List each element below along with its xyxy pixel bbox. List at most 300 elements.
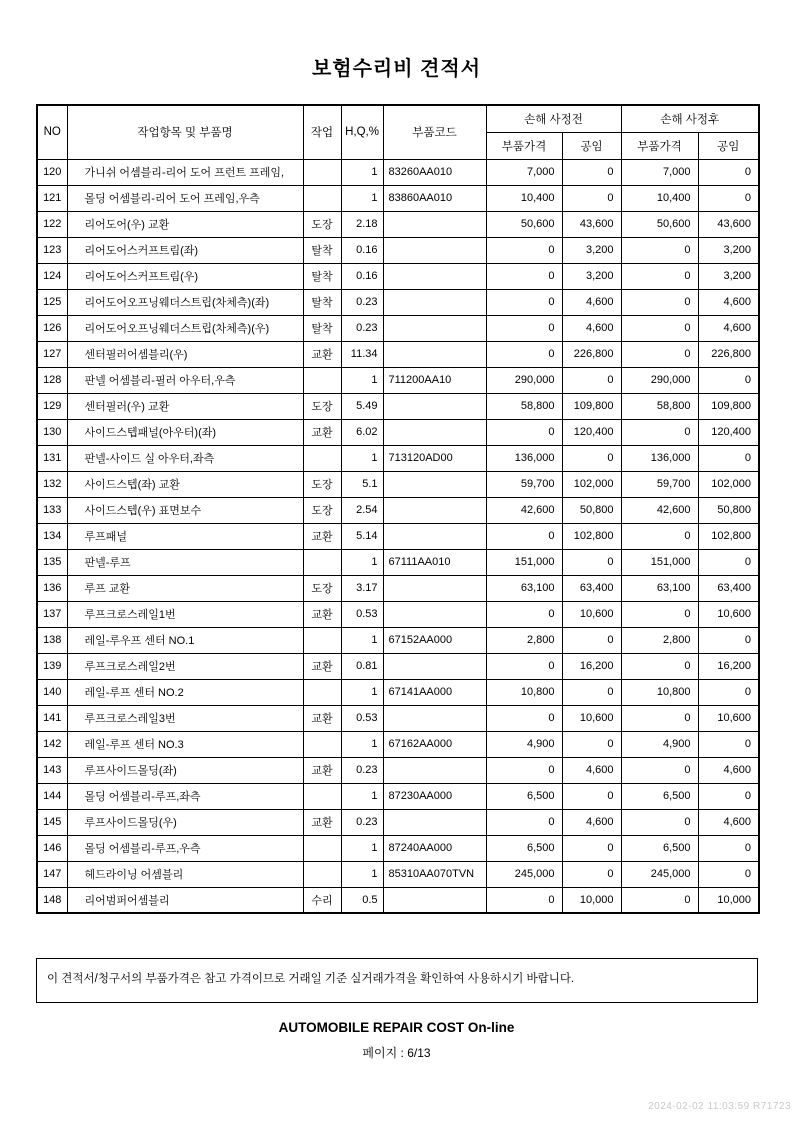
cell-before-part-price: 4,900 <box>486 731 562 757</box>
cell-before-labor: 43,600 <box>562 211 621 237</box>
page-number: 페이지 : 6/13 <box>362 1046 431 1060</box>
cell-before-labor: 102,800 <box>562 523 621 549</box>
table-row <box>37 861 759 887</box>
cell-before-labor: 0 <box>562 549 621 575</box>
cell-work-type: 탈착 <box>303 289 341 315</box>
cell-before-part-price: 58,800 <box>486 393 562 419</box>
table-row <box>37 393 759 419</box>
cell-item-name: 리어도어스커프트림(좌) <box>67 237 303 263</box>
cell-item-name: 루프크로스레일2번 <box>67 653 303 679</box>
cell-item-name: 루프크로스레일1번 <box>67 601 303 627</box>
repair-estimate-table <box>36 104 760 914</box>
cell-before-labor: 0 <box>562 731 621 757</box>
cell-item-name: 가니쉬 어셈블리-리어 도어 프런트 프레임, <box>67 159 303 185</box>
cell-after-part-price: 42,600 <box>621 497 698 523</box>
table-row <box>37 497 759 523</box>
cell-no: 133 <box>37 497 67 523</box>
cell-before-labor: 0 <box>562 679 621 705</box>
cell-before-part-price: 0 <box>486 523 562 549</box>
cell-work-type <box>303 185 341 211</box>
table-row <box>37 263 759 289</box>
cell-after-labor: 109,800 <box>698 393 759 419</box>
cell-after-labor: 102,800 <box>698 523 759 549</box>
cell-after-part-price: 0 <box>621 419 698 445</box>
cell-after-labor: 120,400 <box>698 419 759 445</box>
cell-before-labor: 0 <box>562 445 621 471</box>
cell-part-code <box>383 809 486 835</box>
cell-work-type <box>303 835 341 861</box>
cell-no: 147 <box>37 861 67 887</box>
cell-after-part-price: 50,600 <box>621 211 698 237</box>
notice-box <box>36 958 758 1003</box>
cell-after-part-price: 59,700 <box>621 471 698 497</box>
table-row <box>37 367 759 393</box>
cell-after-labor: 3,200 <box>698 237 759 263</box>
service-title: AUTOMOBILE REPAIR COST On-line <box>278 1020 515 1035</box>
table-row <box>37 185 759 211</box>
cell-before-labor: 226,800 <box>562 341 621 367</box>
cell-after-labor: 3,200 <box>698 263 759 289</box>
cell-after-part-price: 151,000 <box>621 549 698 575</box>
table-row <box>37 627 759 653</box>
cell-part-code <box>383 887 486 913</box>
cell-item-name: 리어도어오프닝웨더스트립(차체측)(우) <box>67 315 303 341</box>
cell-hq-value: 1 <box>341 185 383 211</box>
header-before-assessment: 손해 사정전 <box>486 105 621 132</box>
cell-before-part-price: 0 <box>486 419 562 445</box>
cell-before-part-price: 0 <box>486 887 562 913</box>
cell-before-labor: 63,400 <box>562 575 621 601</box>
cell-no: 130 <box>37 419 67 445</box>
cell-after-labor: 4,600 <box>698 809 759 835</box>
table-row <box>37 757 759 783</box>
cell-hq-value: 2.54 <box>341 497 383 523</box>
cell-after-labor: 0 <box>698 627 759 653</box>
table-header <box>37 105 759 159</box>
cell-no: 138 <box>37 627 67 653</box>
cell-after-labor: 0 <box>698 367 759 393</box>
cell-before-labor: 3,200 <box>562 263 621 289</box>
cell-hq-value: 1 <box>341 367 383 393</box>
cell-hq-value: 0.23 <box>341 289 383 315</box>
cell-after-labor: 4,600 <box>698 315 759 341</box>
cell-before-labor: 0 <box>562 627 621 653</box>
cell-hq-value: 6.02 <box>341 419 383 445</box>
cell-before-labor: 50,800 <box>562 497 621 523</box>
cell-before-labor: 0 <box>562 835 621 861</box>
cell-item-name: 리어범퍼어셈블리 <box>67 887 303 913</box>
table-row <box>37 471 759 497</box>
cell-hq-value: 0.16 <box>341 237 383 263</box>
cell-part-code: 67162AA000 <box>383 731 486 757</box>
cell-after-part-price: 4,900 <box>621 731 698 757</box>
cell-work-type: 교환 <box>303 809 341 835</box>
cell-item-name: 루프크로스레일3번 <box>67 705 303 731</box>
cell-before-labor: 10,600 <box>562 705 621 731</box>
cell-item-name: 레일-루프 센터 NO.3 <box>67 731 303 757</box>
table-row <box>37 289 759 315</box>
cell-no: 124 <box>37 263 67 289</box>
cell-item-name: 판넬 어셈블리-필러 아우터,우측 <box>67 367 303 393</box>
cell-before-part-price: 0 <box>486 263 562 289</box>
cell-before-labor: 102,000 <box>562 471 621 497</box>
cell-item-name: 센터필러어셈블리(우) <box>67 341 303 367</box>
cell-no: 145 <box>37 809 67 835</box>
cell-work-type <box>303 367 341 393</box>
cell-work-type: 도장 <box>303 211 341 237</box>
cell-after-labor: 0 <box>698 835 759 861</box>
table-row <box>37 809 759 835</box>
cell-work-type: 수리 <box>303 887 341 913</box>
cell-hq-value: 5.1 <box>341 471 383 497</box>
cell-after-labor: 43,600 <box>698 211 759 237</box>
cell-no: 141 <box>37 705 67 731</box>
cell-part-code: 711200AA10 <box>383 367 486 393</box>
cell-before-part-price: 63,100 <box>486 575 562 601</box>
table-row <box>37 653 759 679</box>
cell-part-code <box>383 289 486 315</box>
cell-hq-value: 1 <box>341 835 383 861</box>
table-row <box>37 341 759 367</box>
cell-before-labor: 10,000 <box>562 887 621 913</box>
cell-no: 134 <box>37 523 67 549</box>
cell-before-labor: 4,600 <box>562 757 621 783</box>
cell-after-labor: 10,000 <box>698 887 759 913</box>
cell-hq-value: 0.53 <box>341 601 383 627</box>
cell-item-name: 레일-루우프 센터 NO.1 <box>67 627 303 653</box>
cell-before-part-price: 6,500 <box>486 783 562 809</box>
cell-hq-value: 0.23 <box>341 809 383 835</box>
table-row <box>37 237 759 263</box>
cell-work-type <box>303 627 341 653</box>
cell-no: 120 <box>37 159 67 185</box>
cell-hq-value: 1 <box>341 731 383 757</box>
cell-part-code <box>383 757 486 783</box>
cell-after-part-price: 0 <box>621 601 698 627</box>
cell-part-code: 67141AA000 <box>383 679 486 705</box>
cell-hq-value: 0.23 <box>341 315 383 341</box>
cell-no: 136 <box>37 575 67 601</box>
cell-no: 140 <box>37 679 67 705</box>
cell-item-name: 사이드스텝(좌) 교환 <box>67 471 303 497</box>
cell-work-type: 도장 <box>303 575 341 601</box>
cell-after-labor: 226,800 <box>698 341 759 367</box>
cell-work-type: 교환 <box>303 705 341 731</box>
cell-after-labor: 63,400 <box>698 575 759 601</box>
cell-after-part-price: 0 <box>621 705 698 731</box>
cell-part-code: 85310AA070TVN <box>383 861 486 887</box>
table-row <box>37 523 759 549</box>
cell-part-code: 713120AD00 <box>383 445 486 471</box>
cell-after-labor: 102,000 <box>698 471 759 497</box>
table-row <box>37 835 759 861</box>
cell-no: 146 <box>37 835 67 861</box>
cell-no: 143 <box>37 757 67 783</box>
cell-item-name: 루프 교환 <box>67 575 303 601</box>
table-row <box>37 731 759 757</box>
cell-no: 129 <box>37 393 67 419</box>
cell-work-type: 교환 <box>303 601 341 627</box>
cell-item-name: 리어도어스커프트림(우) <box>67 263 303 289</box>
cell-part-code <box>383 497 486 523</box>
cell-part-code <box>383 419 486 445</box>
cell-hq-value: 1 <box>341 679 383 705</box>
table-row <box>37 211 759 237</box>
cell-item-name: 센터필러(우) 교환 <box>67 393 303 419</box>
cell-no: 132 <box>37 471 67 497</box>
cell-item-name: 몰딩 어셈블리-루프,우측 <box>67 835 303 861</box>
table-row <box>37 783 759 809</box>
cell-item-name: 루프사이드몰딩(좌) <box>67 757 303 783</box>
cell-item-name: 루프패널 <box>67 523 303 549</box>
cell-work-type: 탈착 <box>303 237 341 263</box>
cell-before-labor: 109,800 <box>562 393 621 419</box>
cell-item-name: 판넬-루프 <box>67 549 303 575</box>
cell-item-name: 판넬-사이드 실 아우터,좌측 <box>67 445 303 471</box>
cell-before-labor: 120,400 <box>562 419 621 445</box>
cell-before-part-price: 0 <box>486 289 562 315</box>
cell-work-type: 도장 <box>303 393 341 419</box>
header-after-labor: 공임 <box>698 132 759 159</box>
cell-hq-value: 0.5 <box>341 887 383 913</box>
cell-after-labor: 0 <box>698 445 759 471</box>
cell-work-type <box>303 549 341 575</box>
cell-hq-value: 1 <box>341 159 383 185</box>
cell-work-type: 도장 <box>303 497 341 523</box>
cell-after-part-price: 245,000 <box>621 861 698 887</box>
cell-no: 131 <box>37 445 67 471</box>
cell-item-name: 루프사이드몰딩(우) <box>67 809 303 835</box>
cell-before-part-price: 245,000 <box>486 861 562 887</box>
cell-after-labor: 0 <box>698 185 759 211</box>
cell-after-part-price: 136,000 <box>621 445 698 471</box>
cell-before-part-price: 2,800 <box>486 627 562 653</box>
cell-part-code <box>383 393 486 419</box>
cell-after-part-price: 0 <box>621 523 698 549</box>
cell-after-labor: 0 <box>698 731 759 757</box>
cell-no: 126 <box>37 315 67 341</box>
cell-before-labor: 4,600 <box>562 809 621 835</box>
cell-after-part-price: 0 <box>621 757 698 783</box>
cell-after-labor: 0 <box>698 679 759 705</box>
cell-before-part-price: 50,600 <box>486 211 562 237</box>
cell-hq-value: 0.81 <box>341 653 383 679</box>
cell-work-type <box>303 861 341 887</box>
table-row <box>37 705 759 731</box>
cell-no: 135 <box>37 549 67 575</box>
table-row <box>37 575 759 601</box>
cell-item-name: 리어도어(우) 교환 <box>67 211 303 237</box>
cell-after-part-price: 0 <box>621 315 698 341</box>
cell-item-name: 사이드스텝(우) 표면보수 <box>67 497 303 523</box>
cell-part-code <box>383 237 486 263</box>
cell-before-part-price: 0 <box>486 341 562 367</box>
cell-after-labor: 16,200 <box>698 653 759 679</box>
cell-item-name: 레일-루프 센터 NO.2 <box>67 679 303 705</box>
cell-part-code: 83860AA010 <box>383 185 486 211</box>
cell-no: 123 <box>37 237 67 263</box>
table-row <box>37 601 759 627</box>
cell-no: 148 <box>37 887 67 913</box>
cell-hq-value: 1 <box>341 549 383 575</box>
cell-after-part-price: 0 <box>621 653 698 679</box>
cell-part-code: 67152AA000 <box>383 627 486 653</box>
cell-after-labor: 4,600 <box>698 289 759 315</box>
cell-part-code <box>383 211 486 237</box>
cell-part-code <box>383 575 486 601</box>
cell-work-type: 탈착 <box>303 263 341 289</box>
notice-text: 이 견적서/청구서의 부품가격은 참고 가격이므로 거래일 기준 실거래가격을 확인하여 사용하시기 바랍니다. <box>47 973 575 985</box>
cell-before-labor: 0 <box>562 367 621 393</box>
cell-before-part-price: 7,000 <box>486 159 562 185</box>
cell-part-code <box>383 341 486 367</box>
cell-work-type: 탈착 <box>303 315 341 341</box>
cell-item-name: 리어도어오프닝웨더스트립(차체측)(좌) <box>67 289 303 315</box>
cell-work-type: 교환 <box>303 757 341 783</box>
table-row <box>37 315 759 341</box>
cell-after-part-price: 10,800 <box>621 679 698 705</box>
header-no: NO <box>37 105 67 159</box>
cell-before-part-price: 0 <box>486 705 562 731</box>
cell-before-part-price: 0 <box>486 653 562 679</box>
cell-after-part-price: 6,500 <box>621 783 698 809</box>
cell-no: 139 <box>37 653 67 679</box>
cell-work-type <box>303 445 341 471</box>
cell-before-part-price: 0 <box>486 809 562 835</box>
cell-part-code: 87240AA000 <box>383 835 486 861</box>
cell-part-code: 67111AA010 <box>383 549 486 575</box>
cell-after-labor: 50,800 <box>698 497 759 523</box>
cell-work-type <box>303 731 341 757</box>
cell-after-labor: 0 <box>698 159 759 185</box>
table-row <box>37 679 759 705</box>
cell-no: 122 <box>37 211 67 237</box>
print-timestamp: 2024-02-02 11:03:59 R71723 <box>648 1101 791 1112</box>
cell-work-type <box>303 783 341 809</box>
cell-after-part-price: 0 <box>621 289 698 315</box>
cell-before-part-price: 10,400 <box>486 185 562 211</box>
cell-no: 137 <box>37 601 67 627</box>
cell-before-part-price: 0 <box>486 757 562 783</box>
cell-part-code <box>383 263 486 289</box>
cell-item-name: 사이드스텝패널(아우터)(좌) <box>67 419 303 445</box>
cell-part-code: 83260AA010 <box>383 159 486 185</box>
cell-item-name: 헤드라이닝 어셈블리 <box>67 861 303 887</box>
cell-no: 142 <box>37 731 67 757</box>
cell-before-part-price: 0 <box>486 237 562 263</box>
table-body <box>37 159 759 913</box>
cell-no: 127 <box>37 341 67 367</box>
cell-before-labor: 0 <box>562 159 621 185</box>
cell-hq-value: 0.16 <box>341 263 383 289</box>
cell-work-type: 교환 <box>303 523 341 549</box>
cell-hq-value: 5.49 <box>341 393 383 419</box>
cell-before-part-price: 59,700 <box>486 471 562 497</box>
cell-hq-value: 1 <box>341 783 383 809</box>
cell-before-labor: 4,600 <box>562 289 621 315</box>
table-row <box>37 549 759 575</box>
cell-before-labor: 0 <box>562 783 621 809</box>
cell-work-type: 교환 <box>303 419 341 445</box>
table-row <box>37 419 759 445</box>
cell-before-part-price: 42,600 <box>486 497 562 523</box>
cell-part-code <box>383 705 486 731</box>
cell-before-labor: 3,200 <box>562 237 621 263</box>
cell-no: 144 <box>37 783 67 809</box>
cell-after-part-price: 0 <box>621 809 698 835</box>
cell-after-part-price: 290,000 <box>621 367 698 393</box>
cell-part-code <box>383 601 486 627</box>
cell-part-code <box>383 315 486 341</box>
header-hq: H,Q,% <box>341 105 383 159</box>
cell-after-part-price: 7,000 <box>621 159 698 185</box>
page-title: 보험수리비 견적서 <box>311 58 482 80</box>
cell-hq-value: 0.23 <box>341 757 383 783</box>
cell-hq-value: 0.53 <box>341 705 383 731</box>
cell-work-type: 교환 <box>303 341 341 367</box>
cell-before-labor: 16,200 <box>562 653 621 679</box>
cell-before-part-price: 136,000 <box>486 445 562 471</box>
cell-before-labor: 4,600 <box>562 315 621 341</box>
table-row <box>37 159 759 185</box>
header-item: 작업항목 및 부품명 <box>67 105 303 159</box>
cell-part-code: 87230AA000 <box>383 783 486 809</box>
cell-work-type: 교환 <box>303 653 341 679</box>
cell-after-labor: 0 <box>698 783 759 809</box>
cell-before-part-price: 151,000 <box>486 549 562 575</box>
cell-work-type <box>303 679 341 705</box>
cell-before-part-price: 0 <box>486 315 562 341</box>
header-after-assessment: 손해 사정후 <box>621 105 759 132</box>
header-after-part-price: 부품가격 <box>621 132 698 159</box>
cell-after-labor: 4,600 <box>698 757 759 783</box>
cell-no: 128 <box>37 367 67 393</box>
cell-work-type <box>303 159 341 185</box>
cell-after-part-price: 0 <box>621 341 698 367</box>
cell-hq-value: 11.34 <box>341 341 383 367</box>
cell-hq-value: 1 <box>341 861 383 887</box>
cell-part-code <box>383 523 486 549</box>
cell-after-part-price: 0 <box>621 887 698 913</box>
cell-before-part-price: 10,800 <box>486 679 562 705</box>
cell-no: 125 <box>37 289 67 315</box>
cell-after-part-price: 6,500 <box>621 835 698 861</box>
cell-hq-value: 2.18 <box>341 211 383 237</box>
cell-part-code <box>383 653 486 679</box>
cell-hq-value: 1 <box>341 627 383 653</box>
cell-before-labor: 0 <box>562 861 621 887</box>
cell-item-name: 몰딩 어셈블리-리어 도어 프레임,우측 <box>67 185 303 211</box>
cell-part-code <box>383 471 486 497</box>
cell-hq-value: 3.17 <box>341 575 383 601</box>
cell-after-labor: 0 <box>698 861 759 887</box>
cell-before-part-price: 6,500 <box>486 835 562 861</box>
cell-after-part-price: 0 <box>621 237 698 263</box>
cell-work-type: 도장 <box>303 471 341 497</box>
header-work: 작업 <box>303 105 341 159</box>
header-before-part-price: 부품가격 <box>486 132 562 159</box>
cell-after-labor: 0 <box>698 549 759 575</box>
cell-hq-value: 1 <box>341 445 383 471</box>
cell-before-labor: 10,600 <box>562 601 621 627</box>
header-before-labor: 공임 <box>562 132 621 159</box>
cell-no: 121 <box>37 185 67 211</box>
cell-after-part-price: 10,400 <box>621 185 698 211</box>
table-row <box>37 445 759 471</box>
cell-hq-value: 5.14 <box>341 523 383 549</box>
table-row <box>37 887 759 913</box>
cell-after-part-price: 58,800 <box>621 393 698 419</box>
